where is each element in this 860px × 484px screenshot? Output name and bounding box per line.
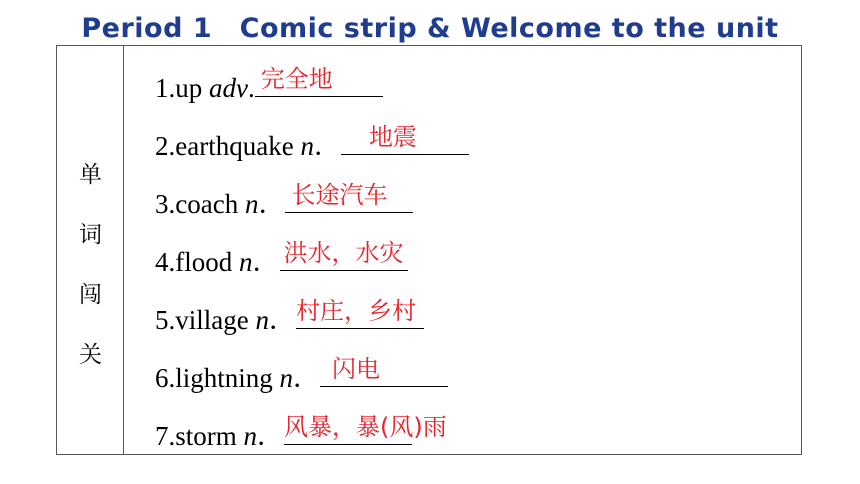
answer-text: 完全地 — [260, 65, 333, 93]
vocab-term: 3.coach — [155, 189, 245, 219]
side-label-column — [57, 46, 124, 454]
vocab-term: 7.storm — [155, 421, 244, 451]
page-title: Period 1 Comic strip & Welcome to the unit — [81, 13, 779, 44]
vocab-term: 6.lightning — [155, 363, 280, 393]
vocab-item — [155, 298, 424, 338]
punctuation: ． — [252, 247, 280, 277]
part-of-speech: adv — [209, 73, 248, 103]
answer-text: 长途汽车 — [291, 181, 388, 209]
answer-blank — [255, 66, 383, 97]
answer-blank — [296, 298, 424, 329]
side-label-char: 单 — [79, 162, 102, 188]
answer-text: 风暴，暴(风)雨 — [284, 413, 447, 441]
answer-blank — [284, 413, 447, 445]
side-label-char: 闯 — [79, 282, 102, 308]
answer-text: 闪电 — [332, 355, 381, 383]
part-of-speech: n — [279, 363, 294, 393]
punctuation: ． — [293, 363, 321, 393]
vocabulary-table — [56, 45, 802, 455]
part-of-speech: n — [243, 421, 258, 451]
vocab-term: 4.flood — [155, 247, 239, 277]
answer-blank — [320, 356, 448, 387]
vocab-term: 5.village — [155, 305, 256, 335]
side-label-char: 词 — [79, 222, 102, 248]
answer-blank — [280, 240, 408, 271]
side-label-char: 关 — [79, 342, 102, 368]
punctuation: ． — [313, 131, 341, 161]
part-of-speech: n — [244, 189, 259, 219]
part-of-speech: n — [300, 131, 314, 161]
part-of-speech: n — [255, 305, 269, 335]
vocab-item — [155, 240, 408, 280]
punctuation: ． — [257, 421, 285, 451]
vocab-item — [155, 413, 447, 454]
answer-text: 地震 — [368, 123, 417, 151]
punctuation: ． — [268, 305, 296, 335]
answer-text: 村庄，乡村 — [295, 297, 416, 325]
vocab-term: 2.earthquake — [155, 131, 301, 161]
answer-text: 洪水，水灾 — [283, 239, 404, 267]
vocab-term: 1.up — [155, 73, 209, 103]
vocab-item — [155, 182, 413, 222]
answer-blank — [285, 182, 413, 213]
vocab-item — [155, 66, 383, 106]
vocab-item — [155, 124, 469, 164]
part-of-speech: n — [239, 247, 253, 277]
punctuation: ． — [258, 189, 286, 219]
answer-blank — [341, 124, 469, 155]
punctuation: . — [247, 73, 255, 103]
vocab-item — [155, 356, 448, 396]
